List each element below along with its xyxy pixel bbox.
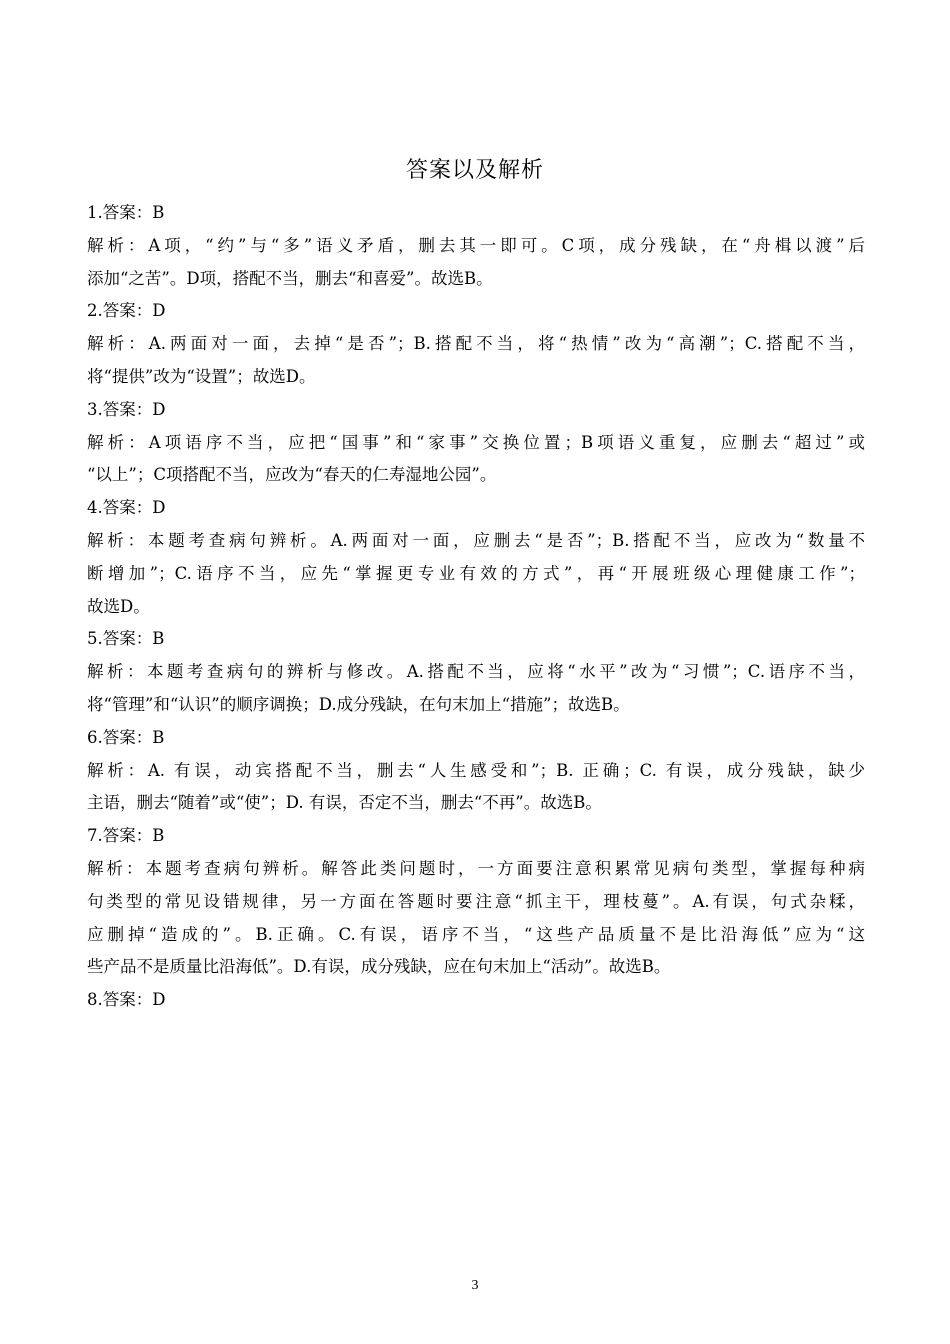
answer-heading-8: 8.答案：D: [87, 990, 166, 1010]
answer-heading-6: 6.答案：B: [87, 727, 165, 747]
explanation-line: 解析：A项，“约”与“多”语义矛盾，删去其一即可。C项，成分残缺，在“舟楫以渡”后: [87, 235, 865, 255]
explanation-line: 解析：本题考查病句辨析。A.两面对一面，应删去“是否”；B.搭配不当，应改为“数量不: [87, 530, 865, 550]
answer-heading-7: 7.答案：B: [87, 826, 165, 846]
answer-content: [87, 197, 865, 1017]
explanation-line: 句类型的常见设错规律，另一方面在答题时要注意“抓主干，理枝蔓”。A.有误，句式杂糅，: [87, 891, 865, 911]
answer-heading-3: 3.答案：D: [87, 399, 166, 419]
explanation-line: 将“管理”和“认识”的顺序调换；D.成分残缺，在句末加上“措施”；故选B。: [87, 694, 630, 714]
answer-heading-4: 4.答案：D: [87, 498, 166, 518]
explanation-line: 添加“之苦”。D项，搭配不当，删去“和喜爱”。故选B。: [87, 268, 493, 288]
explanation-line: 故选D。: [87, 596, 150, 616]
explanation-line: 解析：本题考查病句的辨析与修改。A.搭配不当，应将“水平”改为“习惯”；C.语序不当，: [87, 662, 865, 682]
explanation-line: 断增加”；C.语序不当，应先“掌握更专业有效的方式”，再“开展班级心理健康工作”；: [87, 563, 865, 583]
answer-heading-5: 5.答案：B: [87, 629, 165, 649]
explanation-line: 应删掉“造成的”。B.正确。C.有误，语序不当，“这些产品质量不是比沿海低”应为“这: [87, 924, 865, 944]
page-title: 答案以及解析: [405, 158, 544, 183]
explanation-line: 解析：A项语序不当，应把“国事”和“家事”交换位置；B项语义重复，应删去“超过”或: [87, 432, 865, 452]
explanation-line: 解析：本题考查病句辨析。解答此类问题时，一方面要注意积累常见病句类型，掌握每种病: [87, 858, 865, 878]
explanation-line: “以上”；C项搭配不当，应改为“春天的仁寿湿地公园”。: [87, 465, 497, 485]
page-number: 3: [471, 1278, 479, 1293]
explanation-line: 解析：A.两面对一面，去掉“是否”；B.搭配不当，将“热情”改为“高潮”；C.搭配不当，: [87, 334, 865, 354]
explanation-line: 将“提供”改为“设置”；故选D。: [87, 366, 316, 386]
explanation-line: 解析：A. 有误，动宾搭配不当，删去“人生感受和”；B. 正确；C. 有误，成分残缺，缺少: [87, 760, 865, 780]
answer-heading-1: 1.答案：B: [87, 203, 165, 222]
explanation-line: 主语，删去“随着”或“使”；D. 有误，否定不当，删去“不再”。故选B。: [87, 793, 602, 813]
explanation-line: 些产品不是质量比沿海低”。D.有误，成分残缺，应在句末加上“活动”。故选B。: [87, 957, 671, 977]
answer-heading-2: 2.答案：D: [87, 301, 166, 321]
